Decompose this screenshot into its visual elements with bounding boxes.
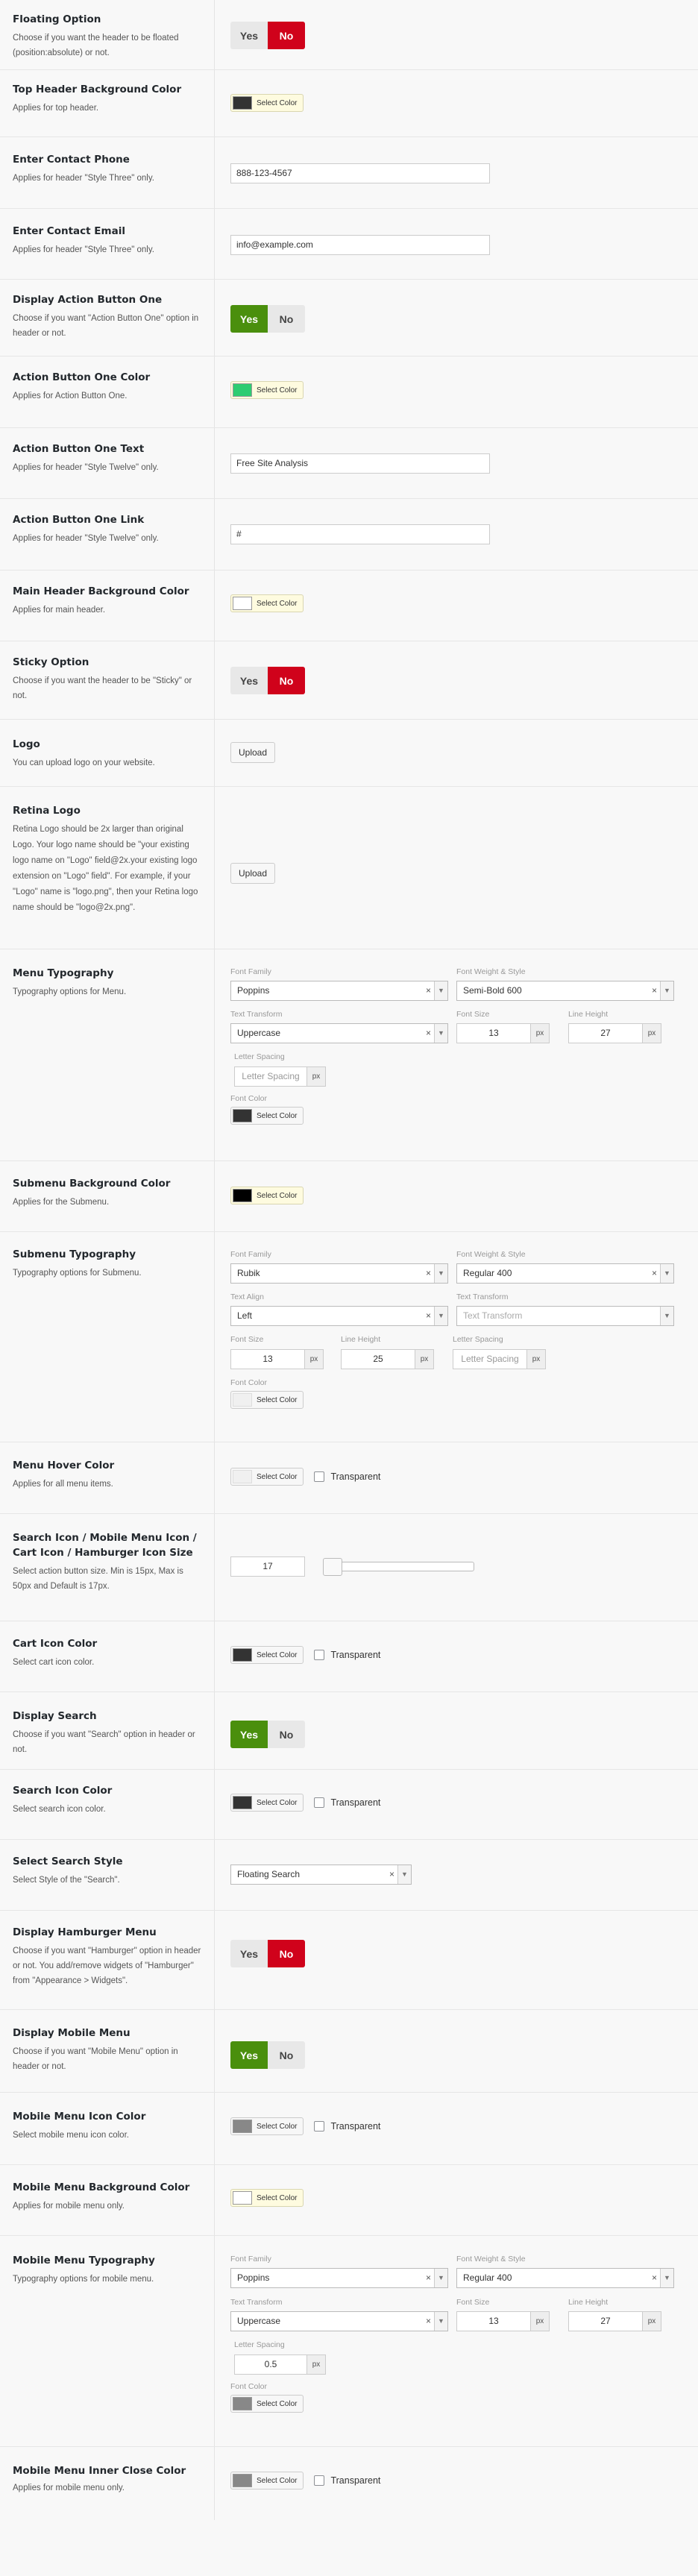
switch-no[interactable]: No	[268, 305, 305, 333]
select-color-label: Select Color	[257, 2399, 298, 2408]
row-submenu-bg	[0, 1161, 698, 1232]
action-button-text-input[interactable]: Free Site Analysis	[230, 453, 490, 474]
divider	[214, 356, 215, 427]
transparent-checkbox[interactable]	[314, 1650, 380, 1660]
select-color-label: Select Color	[257, 2476, 298, 2485]
clear-icon[interactable]: ×	[425, 1310, 431, 1321]
checkbox-box[interactable]	[314, 1650, 324, 1660]
letter-spacing-input[interactable]: 0.5	[234, 2354, 307, 2375]
option-desc: Choose if you want "Hamburger" option in header or not. You add/remove widgets of "Hamburger" from "Appearance > Widgets".	[13, 1947, 201, 1985]
letter-spacing-label: Letter Spacing	[453, 1335, 503, 1344]
row-action-button-link	[0, 499, 698, 571]
color-swatch	[233, 2397, 252, 2410]
chevron-down-icon[interactable]: ▼	[434, 2269, 447, 2287]
text-transform-label: Text Transform	[230, 2298, 283, 2307]
divider	[214, 2447, 215, 2520]
row-search-style	[0, 1840, 698, 1911]
color-picker-button[interactable]	[230, 1794, 304, 1812]
option-title: Mobile Menu Background Color	[13, 2181, 190, 2193]
icon-size-input[interactable]: 17	[230, 1556, 305, 1577]
line-height-label: Line Height	[568, 2298, 609, 2307]
row-action-button-color	[0, 356, 698, 428]
divider	[214, 70, 215, 136]
sticky-switch[interactable]	[230, 667, 305, 694]
chevron-down-icon[interactable]: ▼	[434, 1024, 447, 1043]
search-style-select[interactable]	[230, 1865, 412, 1885]
font-size-label: Font Size	[230, 1335, 264, 1344]
switch-yes[interactable]: Yes	[230, 305, 268, 333]
row-display-action-button	[0, 280, 698, 356]
color-swatch	[233, 597, 252, 610]
text-transform-select[interactable]	[230, 1023, 448, 1043]
line-height-label: Line Height	[568, 1010, 609, 1019]
row-action-button-text	[0, 428, 698, 499]
option-title: Search Icon / Mobile Menu Icon / Cart Icon / Hamburger Icon Size	[13, 1532, 197, 1559]
clear-icon[interactable]: ×	[651, 985, 657, 996]
option-title: Action Button One Color	[13, 371, 151, 383]
option-desc: Select action button size. Min is 15px, Max is 50px and Default is 17px.	[13, 1567, 183, 1591]
chevron-down-icon[interactable]: ▼	[660, 1307, 673, 1325]
select-color-label: Select Color	[257, 1650, 298, 1659]
font-color-label: Font Color	[230, 1094, 268, 1103]
option-desc: You can upload logo on your website.	[13, 758, 155, 767]
color-swatch	[233, 1796, 252, 1809]
option-desc: Applies for all menu items.	[13, 1480, 113, 1489]
divider	[214, 720, 215, 786]
option-title: Display Hamburger Menu	[13, 1926, 157, 1938]
divider	[214, 1911, 215, 2009]
row-search-icon	[0, 1770, 698, 1840]
font-weight-select[interactable]	[456, 1263, 674, 1284]
option-title: Mobile Menu Typography	[13, 2255, 155, 2266]
letter-spacing-label: Letter Spacing	[234, 2340, 285, 2349]
option-title: Select Search Style	[13, 1856, 123, 1867]
option-desc: Choose if you want "Action Button One" option in header or not.	[13, 314, 199, 338]
color-swatch	[233, 96, 252, 110]
font-family-label: Font Family	[230, 1250, 271, 1259]
font-weight-label: Font Weight & Style	[456, 1250, 526, 1259]
option-desc: Applies for header "Style Twelve" only.	[13, 463, 159, 472]
chevron-down-icon[interactable]: ▼	[397, 1865, 411, 1884]
option-desc: Applies for header "Style Twelve" only.	[13, 534, 159, 543]
clear-icon[interactable]: ×	[425, 2272, 431, 2283]
placeholder: Text Transform	[463, 1310, 523, 1321]
clear-icon[interactable]: ×	[389, 1869, 394, 1879]
color-swatch	[233, 1470, 252, 1483]
select-color-label: Select Color	[257, 98, 298, 107]
option-title: Action Button One Text	[13, 443, 145, 455]
option-desc: Select mobile menu icon color.	[13, 2131, 129, 2140]
color-swatch	[233, 1393, 252, 1407]
divider	[214, 1442, 215, 1513]
option-desc: Retina Logo should be 2x larger than original Logo. Your logo name should be "your existing logo name on "Logo" field@2x.your existing logo extension on "Logo" field". For example, if your "Logo" name is "logo.png", then your Retina logo name should be "logo@2x.png".	[13, 825, 198, 912]
option-title: Submenu Typography	[13, 1248, 136, 1260]
checkbox-label: Transparent	[330, 1471, 381, 1482]
letter-spacing-label: Letter Spacing	[234, 1052, 285, 1061]
divider	[214, 209, 215, 279]
option-desc: Choose if you want "Search" option in header or not.	[13, 1730, 195, 1754]
font-family-label: Font Family	[230, 967, 271, 976]
option-title: Enter Contact Email	[13, 225, 125, 237]
text-transform-select[interactable]	[230, 2311, 448, 2331]
unit-label: px	[642, 2311, 661, 2331]
switch-yes[interactable]: Yes	[230, 1721, 268, 1748]
divider	[214, 1514, 215, 1621]
clear-icon[interactable]: ×	[651, 1268, 657, 1278]
option-desc: Typography options for mobile menu.	[13, 2275, 154, 2284]
color-swatch	[233, 2474, 252, 2487]
option-title: Display Action Button One	[13, 294, 163, 306]
option-desc: Choose if you want the header to be floated (position:absolute) or not.	[13, 34, 179, 57]
color-picker-button[interactable]	[230, 594, 304, 612]
switch-no[interactable]: No	[268, 2041, 305, 2069]
color-picker-button[interactable]	[230, 2472, 304, 2489]
color-picker-button[interactable]	[230, 1391, 304, 1409]
transparent-checkbox[interactable]	[314, 1797, 380, 1808]
select-color-label: Select Color	[257, 1395, 298, 1404]
contact-email-input[interactable]: info@example.com	[230, 235, 490, 255]
divider	[214, 571, 215, 641]
checkbox-label: Transparent	[330, 1797, 381, 1808]
divider	[214, 2165, 215, 2235]
option-desc: Select search icon color.	[13, 1805, 106, 1814]
unit-label: px	[306, 1066, 326, 1087]
select-color-label: Select Color	[257, 1798, 298, 1807]
color-swatch	[233, 1648, 252, 1662]
font-size-input[interactable]: 13	[456, 2311, 531, 2331]
transparent-checkbox[interactable]	[314, 1471, 380, 1482]
option-title: Mobile Menu Inner Close Color	[13, 2465, 186, 2477]
selected-value: Regular 400	[463, 1268, 512, 1278]
selected-value: Rubik	[237, 1268, 260, 1278]
color-swatch	[233, 2191, 252, 2205]
divider	[214, 280, 215, 356]
divider	[214, 2010, 215, 2092]
option-desc: Applies for main header.	[13, 606, 106, 615]
color-picker-button[interactable]	[230, 1187, 304, 1204]
row-top-header-bg	[0, 70, 698, 137]
font-family-select[interactable]	[230, 981, 448, 1001]
chevron-down-icon[interactable]: ▼	[434, 2312, 447, 2331]
line-height-input[interactable]: 27	[568, 2311, 643, 2331]
selected-value: Uppercase	[237, 1028, 281, 1038]
color-picker-button[interactable]	[230, 2395, 304, 2413]
select-color-label: Select Color	[257, 1111, 298, 1120]
row-cart-icon	[0, 1621, 698, 1692]
text-transform-select[interactable]	[456, 1306, 674, 1326]
option-title: Menu Typography	[13, 967, 114, 979]
select-color-label: Select Color	[257, 1472, 298, 1481]
option-desc: Typography options for Submenu.	[13, 1269, 142, 1278]
checkbox-box[interactable]	[314, 1797, 324, 1808]
font-family-select[interactable]	[230, 2268, 448, 2288]
clear-icon[interactable]: ×	[425, 2316, 431, 2326]
row-retina-logo	[0, 787, 698, 949]
unit-label: px	[304, 1349, 324, 1369]
divider	[214, 499, 215, 570]
action-button-link-input[interactable]: #	[230, 524, 490, 544]
option-desc: Applies for Action Button One.	[13, 392, 128, 400]
row-logo	[0, 720, 698, 787]
line-height-label: Line Height	[341, 1335, 381, 1344]
option-title: Mobile Menu Icon Color	[13, 2111, 146, 2123]
color-picker-button[interactable]	[230, 2189, 304, 2207]
color-picker-button[interactable]	[230, 94, 304, 112]
selected-value: Regular 400	[463, 2272, 512, 2283]
slider-handle[interactable]	[323, 1558, 342, 1576]
upload-retina-logo-button[interactable]: Upload	[230, 863, 275, 884]
font-weight-select[interactable]	[456, 2268, 674, 2288]
row-mobile-bg	[0, 2165, 698, 2236]
selected-value: Left	[237, 1310, 253, 1321]
row-display-hamburger	[0, 1911, 698, 2010]
color-swatch	[233, 1189, 252, 1202]
divider	[214, 1692, 215, 1769]
font-family-select[interactable]	[230, 1263, 448, 1284]
color-picker-button[interactable]	[230, 381, 304, 399]
display-search-switch[interactable]	[230, 1721, 305, 1748]
option-title: Main Header Background Color	[13, 585, 189, 597]
color-swatch	[233, 1109, 252, 1122]
option-title: Submenu Background Color	[13, 1178, 171, 1190]
row-display-mobile	[0, 2010, 698, 2093]
select-color-label: Select Color	[257, 2122, 298, 2131]
row-mobile-typography	[0, 2236, 698, 2447]
icon-size-slider-track[interactable]	[323, 1562, 474, 1571]
option-title: Search Icon Color	[13, 1785, 113, 1797]
text-transform-label: Text Transform	[230, 1010, 283, 1019]
divider	[214, 0, 215, 69]
switch-no[interactable]: No	[268, 22, 305, 49]
option-title: Floating Option	[13, 13, 101, 25]
text-align-label: Text Align	[230, 1292, 264, 1301]
switch-no[interactable]: No	[268, 667, 305, 694]
action-button-switch[interactable]	[230, 305, 305, 333]
contact-phone-input[interactable]: 888-123-4567	[230, 163, 490, 183]
select-color-label: Select Color	[257, 599, 298, 608]
divider	[214, 137, 215, 208]
option-title: Menu Hover Color	[13, 1460, 115, 1471]
row-mobile-icon	[0, 2093, 698, 2165]
switch-yes[interactable]: Yes	[230, 1940, 268, 1967]
option-title: Display Mobile Menu	[13, 2027, 131, 2039]
row-display-search	[0, 1692, 698, 1770]
switch-yes[interactable]: Yes	[230, 2041, 268, 2069]
option-title: Cart Icon Color	[13, 1638, 98, 1650]
clear-icon[interactable]: ×	[425, 985, 431, 996]
option-title: Display Search	[13, 1710, 97, 1722]
unit-label: px	[306, 2354, 326, 2375]
option-title: Enter Contact Phone	[13, 154, 130, 166]
unit-label: px	[642, 1023, 661, 1043]
divider	[214, 787, 215, 949]
row-contact-phone	[0, 137, 698, 209]
color-swatch	[233, 383, 252, 397]
select-color-label: Select Color	[257, 2193, 298, 2202]
row-submenu-typography	[0, 1232, 698, 1442]
option-title: Retina Logo	[13, 805, 81, 817]
divider	[214, 2236, 215, 2446]
select-color-label: Select Color	[257, 1191, 298, 1200]
switch-no[interactable]: No	[268, 1721, 305, 1748]
font-size-label: Font Size	[456, 2298, 490, 2307]
unit-label: px	[530, 2311, 550, 2331]
option-title: Logo	[13, 738, 40, 750]
option-desc: Select Style of the "Search".	[13, 1876, 120, 1885]
letter-spacing-input[interactable]: Letter Spacing	[453, 1349, 527, 1369]
line-height-input[interactable]: 27	[568, 1023, 643, 1043]
chevron-down-icon[interactable]: ▼	[660, 1264, 673, 1283]
divider	[214, 1840, 215, 1910]
switch-yes[interactable]: Yes	[230, 22, 268, 49]
font-weight-select[interactable]	[456, 981, 674, 1001]
font-family-label: Font Family	[230, 2255, 271, 2264]
option-desc: Applies for mobile menu only.	[13, 2484, 125, 2492]
divider	[214, 1770, 215, 1839]
text-transform-label: Text Transform	[456, 1292, 509, 1301]
floating-switch[interactable]	[230, 22, 305, 49]
color-picker-button[interactable]	[230, 1646, 304, 1664]
selected-value: Uppercase	[237, 2316, 281, 2326]
font-size-input[interactable]: 13	[456, 1023, 531, 1043]
letter-spacing-input[interactable]: Letter Spacing	[234, 1066, 307, 1087]
font-weight-label: Font Weight & Style	[456, 967, 526, 976]
chevron-down-icon[interactable]: ▼	[434, 1264, 447, 1283]
divider	[214, 1621, 215, 1691]
unit-label: px	[530, 1023, 550, 1043]
mobile-menu-switch[interactable]	[230, 2041, 305, 2069]
transparent-checkbox[interactable]	[314, 2475, 380, 2486]
font-size-input[interactable]: 13	[230, 1349, 305, 1369]
option-desc: Applies for mobile menu only.	[13, 2202, 125, 2211]
clear-icon[interactable]: ×	[425, 1028, 431, 1038]
checkbox-box[interactable]	[314, 2475, 324, 2486]
option-desc: Applies for header "Style Three" only.	[13, 245, 154, 254]
font-color-label: Font Color	[230, 1378, 268, 1387]
row-icon-size	[0, 1514, 698, 1621]
line-height-input[interactable]: 25	[341, 1349, 415, 1369]
selected-value: Poppins	[237, 2272, 270, 2283]
divider	[214, 1161, 215, 1231]
clear-icon[interactable]: ×	[651, 2272, 657, 2283]
option-desc: Select cart icon color.	[13, 1658, 95, 1667]
option-desc: Choose if you want "Mobile Menu" option in header or not.	[13, 2047, 178, 2071]
option-title: Action Button One Link	[13, 514, 145, 526]
color-picker-button[interactable]	[230, 1107, 304, 1125]
checkbox-label: Transparent	[330, 2121, 381, 2132]
chevron-down-icon[interactable]: ▼	[434, 981, 447, 1000]
selected-value: Semi-Bold 600	[463, 985, 522, 996]
option-desc: Choose if you want the header to be "Sticky" or not.	[13, 676, 192, 700]
option-desc: Typography options for Menu.	[13, 987, 127, 996]
row-mobile-close	[0, 2447, 698, 2520]
switch-yes[interactable]: Yes	[230, 667, 268, 694]
font-color-label: Font Color	[230, 2382, 268, 2391]
switch-no[interactable]: No	[268, 1940, 305, 1967]
select-color-label: Select Color	[257, 386, 298, 395]
option-title: Sticky Option	[13, 656, 89, 668]
checkbox-label: Transparent	[330, 1650, 381, 1660]
row-floating-option	[0, 0, 698, 70]
divider	[214, 2093, 215, 2164]
row-contact-email	[0, 209, 698, 280]
row-main-header-bg	[0, 571, 698, 641]
checkbox-box[interactable]	[314, 2121, 324, 2132]
divider	[214, 1232, 215, 1442]
option-desc: Applies for the Submenu.	[13, 1198, 110, 1207]
row-sticky-option	[0, 641, 698, 720]
transparent-checkbox[interactable]	[314, 2121, 380, 2132]
chevron-down-icon[interactable]: ▼	[660, 2269, 673, 2287]
chevron-down-icon[interactable]: ▼	[434, 1307, 447, 1325]
text-align-select[interactable]	[230, 1306, 448, 1326]
divider	[214, 428, 215, 498]
selected-value: Poppins	[237, 985, 270, 996]
font-size-label: Font Size	[456, 1010, 490, 1019]
selected-value: Floating Search	[237, 1869, 301, 1879]
checkbox-label: Transparent	[330, 2475, 381, 2486]
color-picker-button[interactable]	[230, 1468, 304, 1486]
row-menu-typography	[0, 949, 698, 1161]
unit-label: px	[526, 1349, 546, 1369]
unit-label: px	[415, 1349, 434, 1369]
font-weight-label: Font Weight & Style	[456, 2255, 526, 2264]
divider	[214, 641, 215, 719]
color-swatch	[233, 2120, 252, 2133]
option-title: Top Header Background Color	[13, 84, 182, 95]
upload-logo-button[interactable]: Upload	[230, 742, 275, 763]
row-menu-hover	[0, 1442, 698, 1514]
chevron-down-icon[interactable]: ▼	[660, 981, 673, 1000]
checkbox-box[interactable]	[314, 1471, 324, 1482]
divider	[214, 949, 215, 1160]
option-desc: Applies for header "Style Three" only.	[13, 174, 154, 183]
hamburger-switch[interactable]	[230, 1940, 305, 1967]
color-picker-button[interactable]	[230, 2117, 304, 2135]
clear-icon[interactable]: ×	[425, 1268, 431, 1278]
option-desc: Applies for top header.	[13, 104, 99, 113]
